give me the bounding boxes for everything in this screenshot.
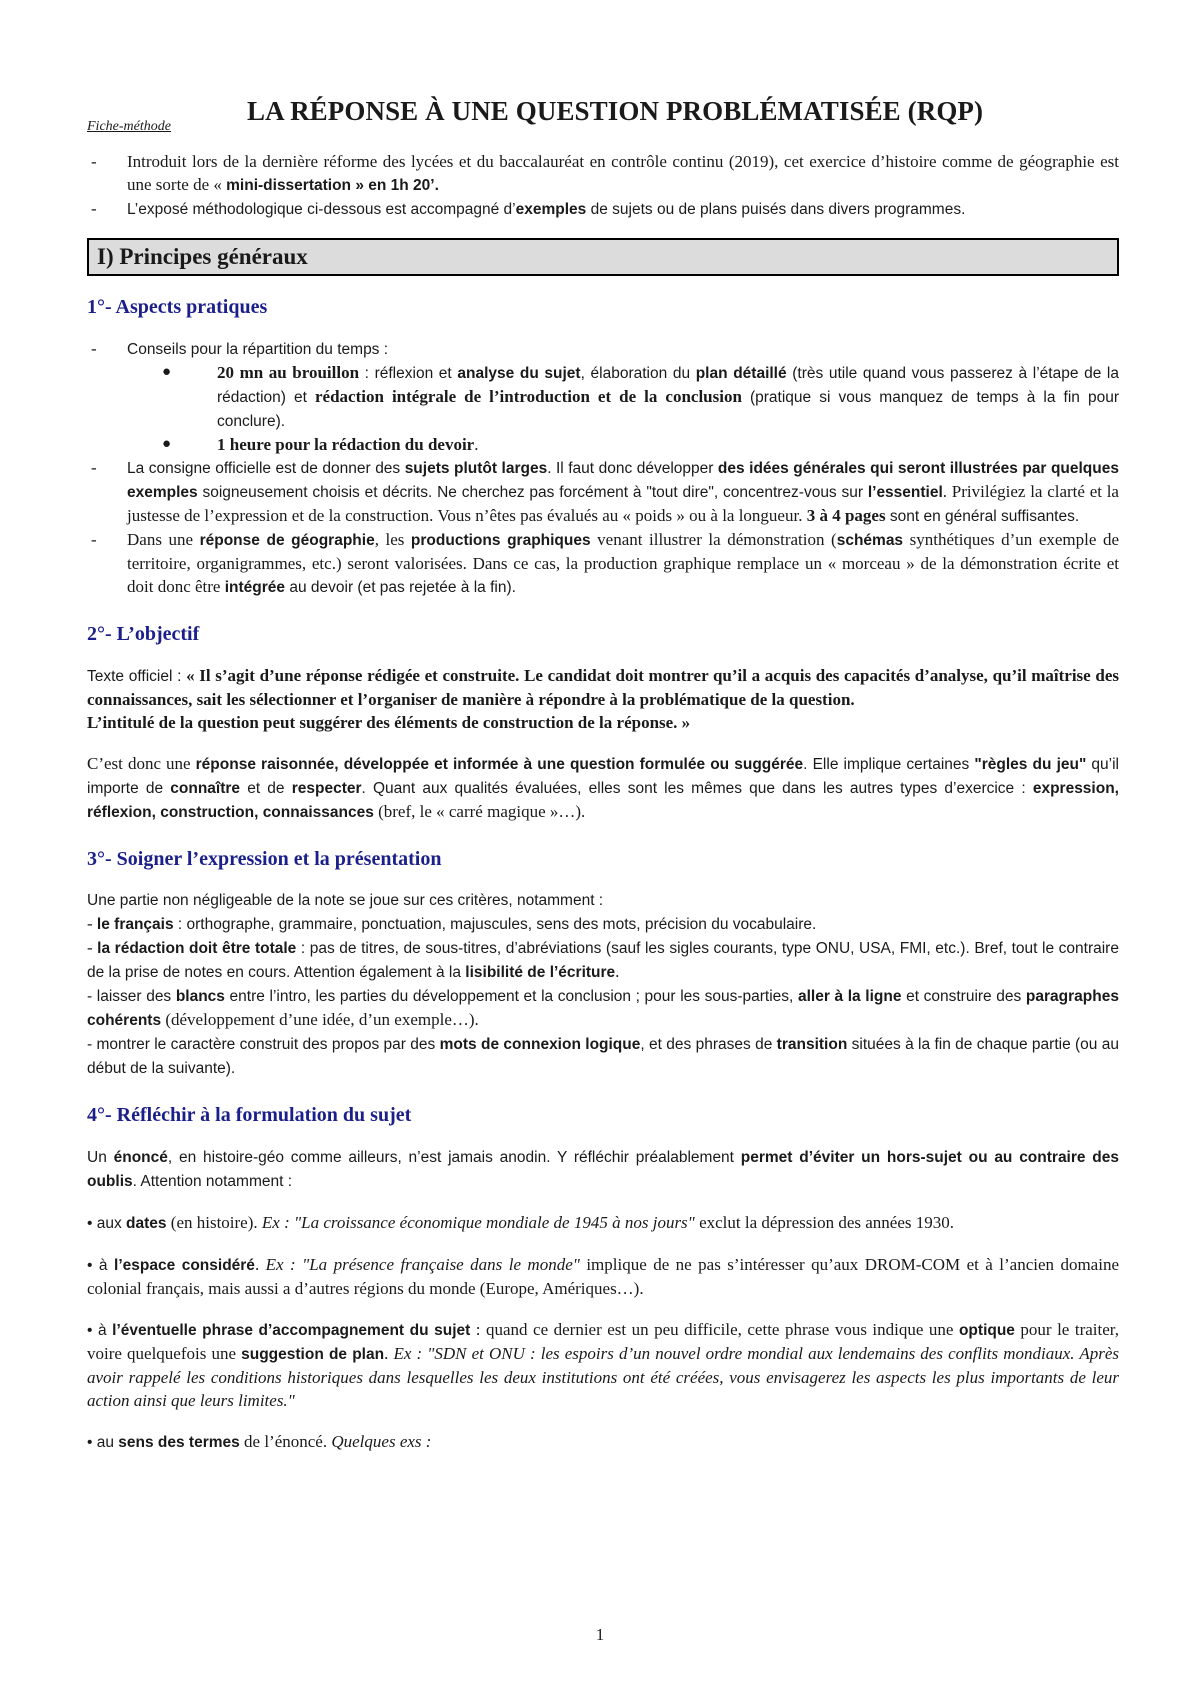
list-item: ● 20 mn au brouillon : réflexion et analyse du sujet, élaboration du plan détaillé (très utile quand vous passerez à l’étape de la rédaction) et rédaction intégrale de l’introduction et de la conclusion (pratique si vous manquez de temps à la fin pour conclure). xyxy=(162,363,1120,430)
paragraph: • à l’éventuelle phrase d’accompagnement du sujet : quand ce dernier est un peu difficile, cette phrase vous indique une optique pour le traiter, voire quelquefois une suggestion de plan. Ex : "SDN et ONU : les espoirs d’un nouvel ordre mondial aux lendemains des conflits mondiaux. Après avoir rappelé les conditions historiques dans lesquelles les deux institutions ont été créées, vous envisagerez les aspects les plus importants de leur action ainsi que leurs limites." xyxy=(87,1320,1119,1410)
bullet-marker: ● xyxy=(162,436,172,452)
list-item: ● 1 heure pour la rédaction du devoir. xyxy=(162,435,479,454)
intro-list xyxy=(87,150,1119,221)
practical-list xyxy=(87,337,1119,361)
section-heading: I) Principes généraux xyxy=(87,238,1119,276)
subsection-title: 2°- L’objectif xyxy=(87,623,200,645)
method-label: Fiche-méthode xyxy=(87,119,171,134)
paragraph: Une partie non négligeable de la note se joue sur ces critères, notamment : xyxy=(87,892,604,909)
dash-marker: - xyxy=(91,199,97,218)
list-item: - Dans une réponse de géographie, les productions graphiques venant illustrer la démonstration (schémas synthétiques d’un exemple de territoire, organigrammes, etc.) seront valorisées. Dans ce cas, la production graphique remplace un « morceau » de la démonstration écrite et doit donc être intégrée au devoir (et pas rejetée à la fin). xyxy=(91,530,1120,596)
time-list xyxy=(87,361,1119,456)
document-page xyxy=(87,96,1120,1454)
official-text: Texte officiel : « Il s’agit d’une réponse rédigée et construite. Le candidat doit montrer qu’il a acquis des capacités d’analyse, qu’il maîtrise des connaissances, sait les sélectionner et l’organiser de manière à répondre à la problématique de la question. xyxy=(87,666,1119,709)
paragraph: - le français : orthographe, grammaire, ponctuation, majuscules, sens des mots, précision du vocabulaire. xyxy=(87,914,817,933)
paragraph: C’est donc une réponse raisonnée, développée et informée à une question formulée ou suggérée. Elle implique certaines "règles du jeu" qu’il importe de connaître et de respecter. Quant aux qualités évaluées, elles sont les mêmes que dans les autres types d’exercice : expression, réflexion, construction, connaissances (bref, le « carré magique »…). xyxy=(87,754,1119,821)
list-item: - Conseils pour la répartition du temps : xyxy=(91,339,389,358)
paragraph: - la rédaction doit être totale : pas de titres, de sous-titres, d’abréviations (sauf les sigles courants, type ONU, USA, FMI, etc.). Bref, tout le contraire de la prise de notes en cours. Attention également à la lisibilité de l’écriture. xyxy=(87,938,1119,981)
paragraph: • aux dates (en histoire). Ex : "La croissance économique mondiale de 1945 à nos jours" exclut la dépression des années 1930. xyxy=(87,1213,954,1232)
subsection-title: 1°- Aspects pratiques xyxy=(87,296,268,318)
page-number: 1 xyxy=(595,1625,605,1644)
dash-marker: - xyxy=(91,339,97,358)
paragraph: • à l’espace considéré. Ex : "La présence française dans le monde" implique de ne pas s’intéresser qu’aux DROM-COM et à l’ancien domaine colonial français, mais aussi a d’autres régions du monde (Europe, Amériques…). xyxy=(87,1255,1119,1298)
page-title: LA RÉPONSE À UNE QUESTION PROBLÉMATISÉE (RQP) xyxy=(247,96,984,126)
subsection-title: 3°- Soigner l’expression et la présentation xyxy=(87,848,442,870)
official-text-2: L’intitulé de la question peut suggérer des éléments de construction de la réponse. » xyxy=(87,713,691,732)
list-item: - La consigne officielle est de donner des sujets plutôt larges. Il faut donc développer des idées générales qui seront illustrées par quelques exemples soigneusement choisis et décrits. Ne cherchez pas forcément à "tout dire", concentrez-vous sur l’essentiel. Privilégiez la clarté et la justesse de l’expression et de la construction. Vous n’êtes pas évalués au « poids » ou à la longueur. 3 à 4 pages sont en général suffisantes. xyxy=(91,458,1119,525)
title-row xyxy=(87,96,1119,150)
paragraph: • au sens des termes de l’énoncé. Quelques exs : xyxy=(87,1432,432,1451)
paragraph: - montrer le caractère construit des propos par des mots de connexion logique, et des phrases de transition situées à la fin de chaque partie (ou au début de la suivante). xyxy=(87,1036,1119,1077)
dash-marker: - xyxy=(91,530,97,549)
intro-item: - L’exposé méthodologique ci-dessous est accompagné d’exemples de sujets ou de plans puisés dans divers programmes. xyxy=(91,199,966,218)
dash-marker: - xyxy=(91,152,97,171)
bullet-marker: ● xyxy=(162,364,172,380)
practical-list-continued xyxy=(87,456,1119,599)
intro-item: - Introduit lors de la dernière réforme des lycées et du baccalauréat en contrôle continu (2019), cet exercice d’histoire comme de géographie est une sorte de « mini-dissertation » en 1h 20’. xyxy=(91,152,1119,194)
dash-marker: - xyxy=(91,458,97,477)
paragraph: Un énoncé, en histoire-géo comme ailleurs, n’est jamais anodin. Y réfléchir préalablement permet d’éviter un hors-sujet ou au contraire des oublis. Attention notamment : xyxy=(87,1149,1120,1190)
paragraph: - laisser des blancs entre l’intro, les parties du développement et la conclusion ; pour les sous-parties, aller à la ligne et construire des paragraphes cohérents (développement d’une idée, d’un exemple…). xyxy=(87,988,1119,1029)
subsection-title: 4°- Réfléchir à la formulation du sujet xyxy=(87,1104,412,1126)
